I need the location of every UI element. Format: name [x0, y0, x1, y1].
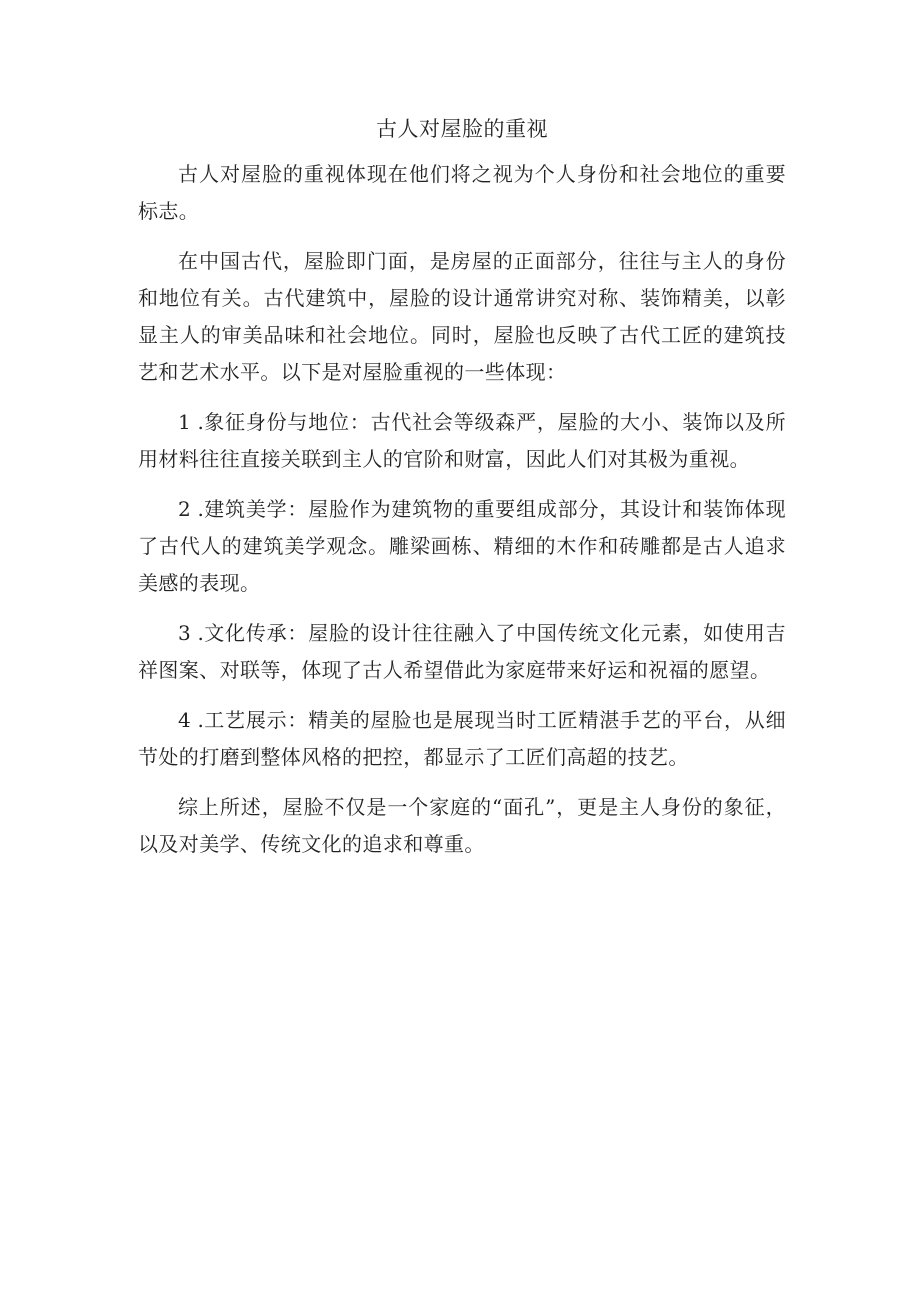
list-item: [138, 615, 786, 689]
conclusion-paragraph: 综上所述，屋脸不仅是一个家庭的“面孔”，更是主人身份的象征，以及对美学、传统文化的追求和尊重。: [138, 795, 786, 856]
document-title: 古人对屋脸的重视: [376, 117, 548, 141]
list-item: [138, 702, 786, 776]
list-item-number: 4 .: [178, 708, 204, 732]
list-item-text: 文化传承：屋脸的设计往往融入了中国传统文化元素，如使用吉祥图案、对联等，体现了古人希望借此为家庭带来好运和祝福的愿望。: [138, 621, 786, 682]
list-item-number: 1 .: [178, 410, 204, 434]
list-item-text: 工艺展示：精美的屋脸也是展现当时工匠精湛手艺的平台，从细节处的打磨到整体风格的把控，都显示了工匠们高超的技艺。: [138, 708, 786, 769]
list-item-number: 2 .: [178, 497, 204, 521]
list-item: [138, 491, 786, 602]
list-item-text: 建筑美学：屋脸作为建筑物的重要组成部分，其设计和装饰体现了古代人的建筑美学观念。雕梁画栋、精细的木作和砖雕都是古人追求美感的表现。: [138, 497, 786, 595]
list-item: [138, 404, 786, 478]
list-item-number: 3 .: [178, 621, 204, 645]
intro-paragraph: 古人对屋脸的重视体现在他们将之视为个人身份和社会地位的重要标志。: [138, 162, 786, 223]
context-paragraph: 在中国古代，屋脸即门面，是房屋的正面部分，往往与主人的身份和地位有关。古代建筑中，屋脸的设计通常讲究对称、装饰精美，以彰显主人的审美品味和社会地位。同时，屋脸也反映了古代工匠的建筑技艺和艺术水平。以下是对屋脸重视的一些体现：: [138, 249, 786, 384]
list-item-text: 象征身份与地位：古代社会等级森严，屋脸的大小、装饰以及所用材料往往直接关联到主人的官阶和财富，因此人们对其极为重视。: [138, 410, 786, 471]
document-page: [138, 108, 786, 876]
